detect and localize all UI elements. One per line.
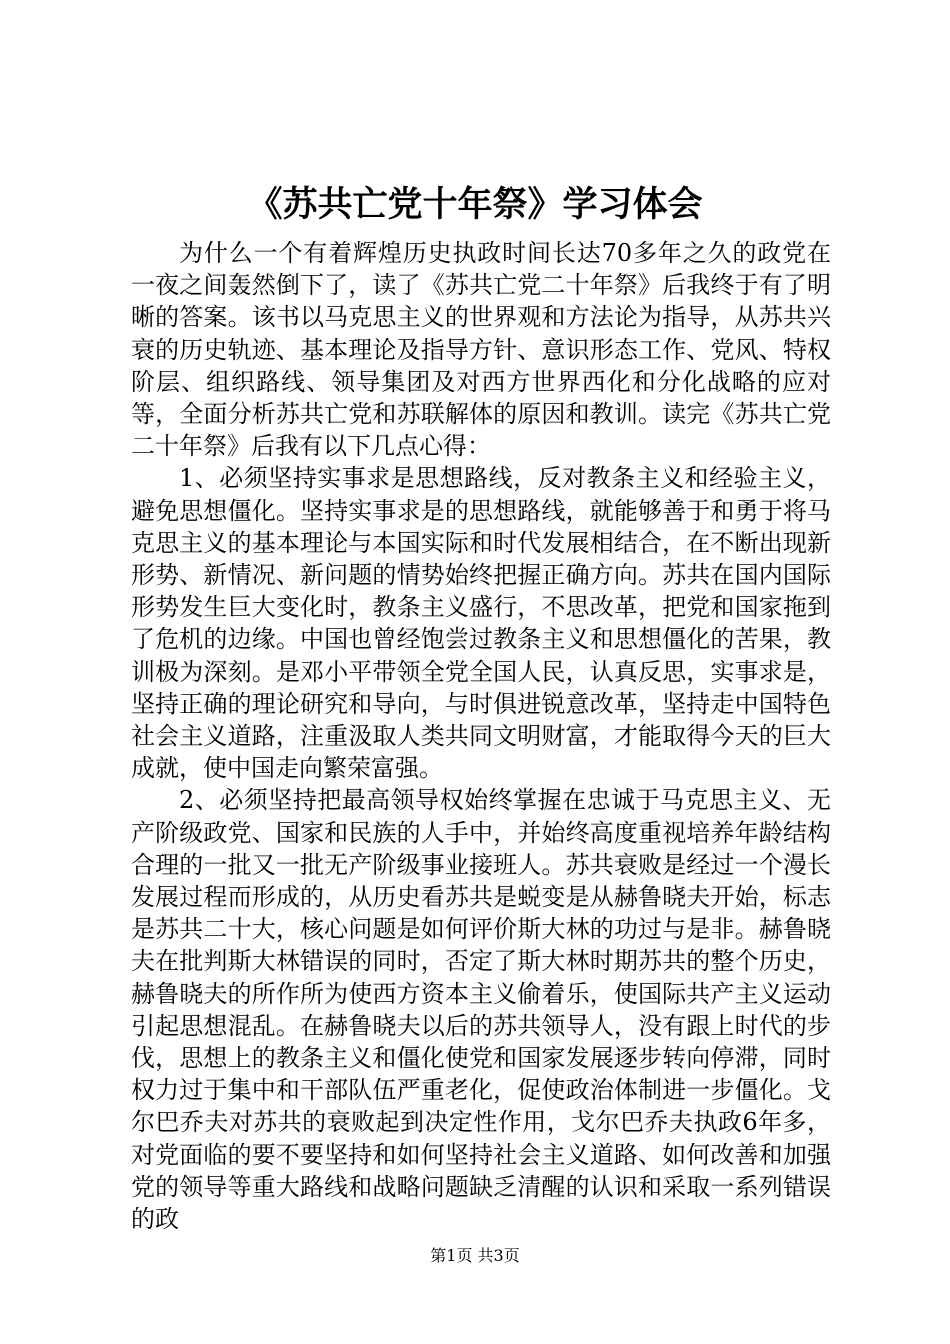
document-title: 《苏共亡党十年祭》学习体会: [247, 184, 703, 225]
page-number-footer: 第1页 共3页: [430, 1246, 520, 1265]
paragraph-intro: 为什么一个有着辉煌历史执政时间长达70多年之久的政党在一夜之间轰然倒下了，读了《苏共亡党二十年祭》后我终于有了明晰的答案。该书以马克思主义的世界观和方法论为指导，从苏共兴衰的历史轨迹、基本理论及指导方针、意识形态工作、党风、特权阶层、组织路线、领导集团及对西方世界西化和分化战略的应对等，全面分析苏共亡党和苏联解体的原因和教训。读完《苏共亡党二十年祭》后我有以下几点心得：: [131, 239, 831, 461]
paragraph-point-1: 1、必须坚持实事求是思想路线，反对教条主义和经验主义，避免思想僵化。坚持实事求是的思想路线，就能够善于和勇于将马克思主义的基本理论与本国实际和时代发展相结合，在不断出现新形势、新情况、新问题的情势始终把握正确方向。苏共在国内国际形势发生巨大变化时，教条主义盛行，不思改革，把党和国家拖到了危机的边缘。中国也曾经饱尝过教条主义和思想僵化的苦果，教训极为深刻。是邓小平带领全党全国人民，认真反思，实事求是，坚持正确的理论研究和导向，与时俱进锐意改革，坚持走中国特色社会主义道路，注重汲取人类共同文明财富，才能取得今天的巨大成就，使中国走向繁荣富强。: [131, 464, 831, 783]
paragraph-point-2: 2、必须坚持把最高领导权始终掌握在忠诚于马克思主义、无产阶级政党、国家和民族的人手中，并始终高度重视培养年龄结构合理的一批又一批无产阶级事业接班人。苏共衰败是经过一个漫长发展过程而形成的，从历史看苏共是蜕变是从赫鲁晓夫开始，标志是苏共二十大，核心问题是如何评价斯大林的功过与是非。赫鲁晓夫在批判斯大林错误的同时，否定了斯大林时期苏共的整个历史，赫鲁晓夫的所作所为使西方资本主义偷着乐，使国际共产主义运动引起思想混乱。在赫鲁晓夫以后的苏共领导人，没有跟上时代的步伐，思想上的教条主义和僵化使党和国家发展逐步转向停滞，同时权力过于集中和干部队伍严重老化，促使政治体制进一步僵化。戈尔巴乔夫对苏共的衰败起到决定性作用，戈尔巴乔夫执政6年多，对党面临的要不要坚持和如何坚持社会主义道路、如何改善和加强党的领导等重大路线和战略问题缺乏清醒的认识和采取一系列错误的政: [131, 786, 831, 1234]
document-body: [131, 237, 831, 1235]
